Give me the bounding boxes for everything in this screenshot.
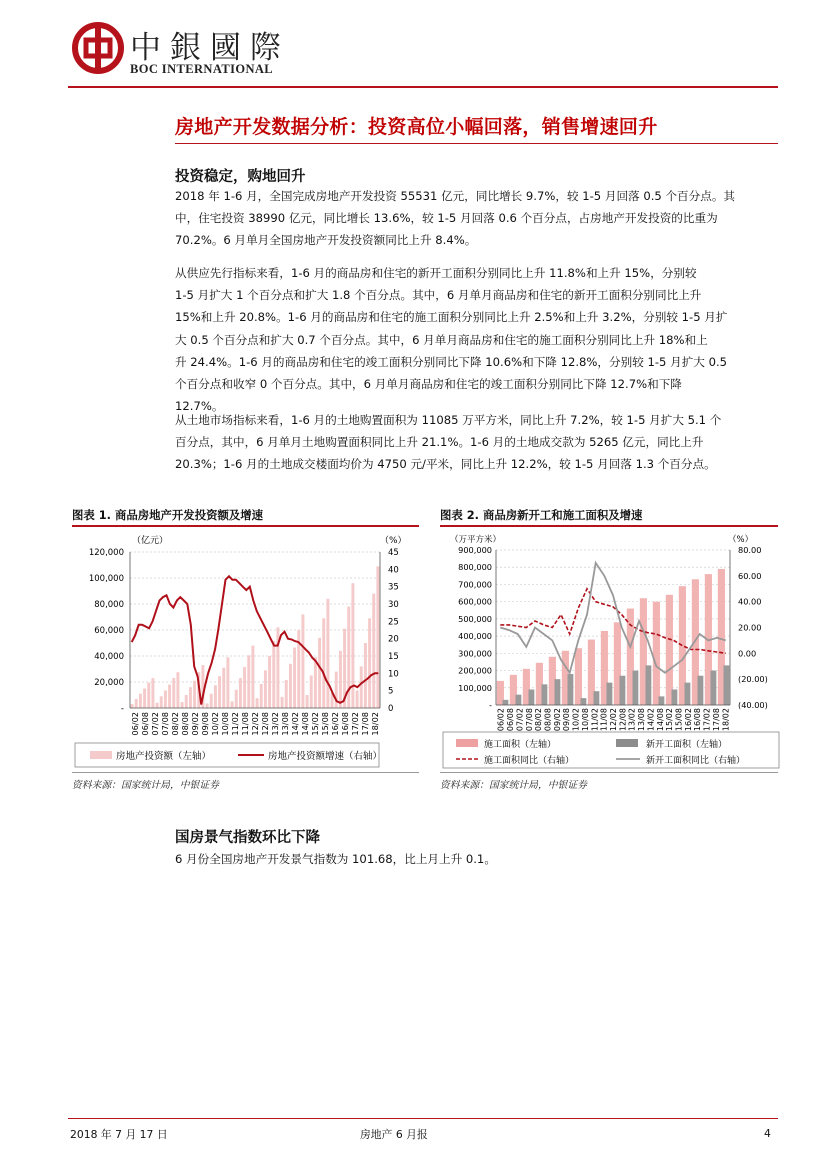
investment-bar xyxy=(151,678,154,708)
new-start-area-bar xyxy=(633,671,639,705)
x-axis-tick: 16/08 xyxy=(693,708,703,732)
new-start-area-bar xyxy=(516,695,522,705)
x-axis-tick: 10/02 xyxy=(571,708,581,732)
investment-bar xyxy=(293,648,296,708)
construction-area-bar xyxy=(666,595,673,705)
x-axis-tick: 13/02 xyxy=(270,712,280,736)
investment-bar xyxy=(239,678,242,708)
x-axis-tick: 10/08 xyxy=(580,708,590,732)
investment-bar xyxy=(285,680,288,708)
construction-area-bar xyxy=(653,602,660,705)
x-axis-tick: 13/08 xyxy=(280,712,290,736)
investment-bar xyxy=(226,657,229,708)
x-axis-tick: 08/08 xyxy=(180,712,190,736)
investment-bar xyxy=(160,696,163,708)
left-axis-tick: 800,000 xyxy=(458,562,492,573)
paragraph-land: 从土地市场指标来看，1-6 月的土地购置面积为 11085 万平方米，同比上升 7.2%，较 1-5 月扩大 5.1 个 百分点，其中，6 月单月土地购置面积同比上升 21.1%。1-6 月的土地成交款为 5265 亿元，同比上升 20.3%；1-6 月的土地成交楼面均价为 4750 元/平米，同比上升 12.2%，较 1-5 月回落 1.3 个百分点。 xyxy=(175,413,722,472)
right-axis-tick: 0.00 xyxy=(738,648,757,659)
chart1 xyxy=(72,530,422,770)
x-axis-tick: 06/02 xyxy=(130,712,140,736)
right-axis-tick: 35 xyxy=(388,582,399,593)
x-axis-tick: 14/02 xyxy=(646,708,656,732)
right-axis-tick: 5 xyxy=(388,686,394,697)
investment-bar xyxy=(339,651,342,708)
x-axis-tick: 16/02 xyxy=(330,712,340,736)
x-axis-tick: 16/02 xyxy=(683,708,693,732)
x-axis-tick: 09/08 xyxy=(562,708,572,732)
x-axis-tick: 12/08 xyxy=(260,712,270,736)
investment-bar xyxy=(231,702,234,709)
right-axis-tick: 45 xyxy=(388,548,399,558)
x-axis-tick: 11/08 xyxy=(599,708,609,732)
x-axis-tick: 18/02 xyxy=(721,708,731,732)
figure2-title: 图表 2. 商品房新开工和施工面积及增速 xyxy=(440,508,643,522)
x-axis-tick: 12/02 xyxy=(609,708,618,732)
footer-report-name: 房地产 6 月报 xyxy=(360,1128,428,1141)
investment-bar xyxy=(318,638,321,708)
paragraph-climate-index: 6 月份全国房地产开发景气指数为 101.68，比上月上升 0.1。 xyxy=(175,852,496,866)
investment-bar xyxy=(156,703,159,708)
x-axis-tick: 14/08 xyxy=(300,712,310,736)
investment-bar xyxy=(176,672,179,708)
left-axis-tick: 40,000 xyxy=(94,652,124,662)
x-axis-tick: 15/08 xyxy=(320,712,330,736)
investment-bar xyxy=(164,690,167,708)
right-axis-tick: 0 xyxy=(388,704,394,714)
investment-bar xyxy=(260,684,263,708)
legend-swatch-construction xyxy=(456,739,478,747)
right-axis-tick: 80.00 xyxy=(738,545,762,555)
new-start-area-bar xyxy=(724,665,730,705)
section-heading-climate-index: 国房景气指数环比下降 xyxy=(175,829,320,846)
x-axis-tick: 15/08 xyxy=(674,708,684,732)
chart1-legend xyxy=(75,743,382,767)
investment-bar xyxy=(368,618,371,708)
x-axis-tick: 06/02 xyxy=(496,708,506,732)
right-axis-tick: 20 xyxy=(388,634,399,645)
x-axis-tick: 17/08 xyxy=(360,712,370,736)
chart2 xyxy=(440,530,785,770)
investment-bar xyxy=(172,678,175,708)
investment-bar xyxy=(247,655,250,708)
figure1-rule xyxy=(72,525,419,527)
left-axis-tick: 60,000 xyxy=(94,626,124,636)
paragraph-investment: 2018 年 1-6 月，全国完成房地产开发投资 55531 亿元，同比增长 9.7%，较 1-5 月回落 0.5 个百分点。其 中，住宅投资 38990 亿元，同比增长 13.6%，较 1-5 月回落 0.6 个百分点，占房地产开发投资的比重为 70.2%。6 月单月全国房地产开发投资额同比上升 8.4%。 xyxy=(175,189,736,248)
section-heading-investment: 投资稳定，购地回升 xyxy=(175,168,306,185)
x-axis-tick: 08/02 xyxy=(534,708,544,732)
left-axis-tick: 400,000 xyxy=(458,631,492,642)
left-axis-tick: 20,000 xyxy=(94,678,124,688)
x-axis-tick: 07/02 xyxy=(515,708,525,732)
x-axis-tick: 12/08 xyxy=(618,708,628,732)
investment-bar xyxy=(360,666,363,708)
figure2-source: 资料来源：国家统计局，中银证券 xyxy=(440,780,587,791)
left-axis-tick: 600,000 xyxy=(458,596,492,607)
legend-swatch-new-start xyxy=(616,739,638,747)
construction-area-bar xyxy=(575,648,582,705)
investment-bar xyxy=(143,689,146,709)
new-start-area-bar xyxy=(594,691,600,705)
new-start-area-bar xyxy=(685,683,691,705)
investment-bar xyxy=(206,703,209,708)
investment-bar xyxy=(351,583,354,708)
investment-bar xyxy=(306,695,309,708)
new-start-area-bar xyxy=(542,684,548,705)
x-axis-tick: 08/08 xyxy=(543,708,553,732)
left-axis-tick: 80,000 xyxy=(94,600,124,610)
investment-bar xyxy=(264,670,267,708)
chart1-right-axis-unit: （%） xyxy=(380,536,407,546)
right-axis-tick: (40.00) xyxy=(738,700,768,710)
new-start-area-bar xyxy=(555,679,561,705)
investment-bar xyxy=(147,683,150,708)
legend-label-growth: 房地产投资额增速（右轴） xyxy=(268,751,383,762)
new-start-area-bar xyxy=(620,676,626,705)
legend-label-new-start: 新开工面积（左轴） xyxy=(646,740,728,750)
investment-bar xyxy=(289,664,292,708)
x-axis-tick: 14/08 xyxy=(655,708,665,732)
right-axis-tick: 25 xyxy=(388,617,399,628)
x-axis-tick: 18/02 xyxy=(370,712,380,736)
new-start-area-bar xyxy=(659,696,665,705)
investment-bar xyxy=(235,690,238,708)
investment-bar xyxy=(322,618,325,708)
investment-bar xyxy=(189,687,192,708)
x-axis-tick: 07/08 xyxy=(524,708,534,732)
x-axis-tick: 10/08 xyxy=(220,712,230,736)
x-axis-tick: 11/02 xyxy=(590,708,600,732)
new-start-area-bar xyxy=(646,665,652,705)
x-axis-tick: 15/02 xyxy=(665,708,675,732)
right-axis-tick: 40 xyxy=(388,565,399,576)
x-axis-tick: 09/08 xyxy=(200,712,210,736)
figure2-bottom-rule xyxy=(440,772,778,773)
x-axis-tick: 07/02 xyxy=(150,712,160,736)
x-axis-tick: 17/08 xyxy=(711,708,721,732)
x-axis-tick: 17/02 xyxy=(350,712,360,736)
right-axis-tick: 30 xyxy=(388,600,399,610)
investment-bar xyxy=(214,685,217,708)
new-start-area-bar xyxy=(672,690,678,706)
title-rule xyxy=(175,143,778,144)
figure1-title: 图表 1. 商品房地产开发投资额及增速 xyxy=(72,508,264,522)
figure1-bottom-rule xyxy=(72,772,419,773)
legend-label-new-start-yoy: 新开工面积同比（右轴） xyxy=(646,756,746,766)
investment-bar xyxy=(210,694,213,708)
new-start-area-bar xyxy=(607,683,613,705)
investment-bar xyxy=(193,681,196,708)
investment-bar xyxy=(268,656,271,708)
new-start-area-bar xyxy=(581,698,587,705)
investment-bar xyxy=(314,657,317,708)
paragraph-supply: 从供应先行指标来看，1-6 月的商品房和住宅的新开工面积分别同比上升 11.8%和上升 15%，分别较 1-5 月扩大 1 个百分点和扩大 1.8 个百分点。其中，6 月单月商品房和住宅的新开工面积分别同比上升 15%和上升 20.8%。1-6 月的商品房和住宅的施工面积分别同比上升 2.5%和上升 3.2%，分别较 1-5 月扩 大 0.5 个百分点和扩大 0.7 个百分点。其中，6 月单月商品房和住宅的施工面积分别同比上升 18%和上 升 24.4%。1-6 月的商品房和住宅的竣工面积分别同比下降 10.6%和下降 12.8%，分别较 1-5 月扩大 0.5 个百分点和收窄 0 个百分点。其中，6 月单月商品房和住宅的竣工面积分别同比下降 12.7%和下降 12.7%。 xyxy=(175,266,728,414)
left-axis-tick: 200,000 xyxy=(458,665,492,676)
new-start-area-bar xyxy=(529,690,535,706)
left-axis-tick: 700,000 xyxy=(458,579,492,590)
x-axis-tick: 09/02 xyxy=(190,712,200,736)
investment-bar xyxy=(222,668,225,708)
logo-chinese: 中銀國際 xyxy=(130,30,290,66)
boc-logo-icon xyxy=(72,22,124,74)
figure1-source: 资料来源：国家统计局，中银证券 xyxy=(72,780,219,791)
right-axis-tick: 40.00 xyxy=(738,596,762,607)
investment-bar xyxy=(281,697,284,708)
x-axis-tick: 13/02 xyxy=(627,708,637,732)
chart2-right-axis-unit: （%） xyxy=(728,535,754,545)
x-axis-tick: 14/02 xyxy=(290,712,300,736)
legend-swatch-investment xyxy=(90,751,112,759)
investment-bar xyxy=(364,643,367,708)
left-axis-tick: - xyxy=(489,700,492,710)
left-axis-tick: 500,000 xyxy=(458,613,492,624)
right-axis-tick: 10 xyxy=(388,669,399,680)
investment-bar xyxy=(243,667,246,708)
investment-bar xyxy=(168,685,171,708)
right-axis-tick: 20.00 xyxy=(738,622,762,633)
right-axis-tick: 15 xyxy=(388,652,399,662)
header-rule xyxy=(68,86,778,88)
page-title: 房地产开发数据分析：投资高位小幅回落，销售增速回升 xyxy=(175,116,658,138)
right-axis-tick: 60.00 xyxy=(738,570,762,581)
investment-bar xyxy=(218,676,221,708)
chart2-legend xyxy=(443,732,779,768)
investment-bar xyxy=(272,641,275,708)
x-axis-tick: 17/02 xyxy=(702,708,712,732)
investment-bar xyxy=(326,599,329,708)
right-axis-tick: (20.00) xyxy=(738,674,768,685)
new-start-area-bar xyxy=(711,671,717,705)
legend-label-construction: 施工面积（左轴） xyxy=(484,740,557,750)
x-axis-tick: 06/08 xyxy=(506,708,516,732)
x-axis-tick: 07/08 xyxy=(160,712,170,736)
investment-bar xyxy=(181,702,184,708)
x-axis-tick: 09/02 xyxy=(552,708,562,732)
x-axis-tick: 16/08 xyxy=(340,712,350,736)
legend-label-investment: 房地产投资额（左轴） xyxy=(116,751,212,762)
x-axis-tick: 13/08 xyxy=(637,708,647,732)
new-start-area-bar xyxy=(698,676,704,705)
investment-bar xyxy=(139,694,142,708)
x-axis-tick: 10/02 xyxy=(210,712,220,736)
investment-bar xyxy=(372,594,375,708)
figure2-rule xyxy=(440,525,778,527)
x-axis-tick: 06/08 xyxy=(140,712,150,736)
left-axis-tick: - xyxy=(120,704,124,714)
investment-bar xyxy=(256,698,259,708)
left-axis-tick: 100,000 xyxy=(458,682,492,693)
new-start-area-bar xyxy=(503,700,509,705)
chart2-left-axis-unit: （万平方米） xyxy=(450,535,502,545)
investment-bar xyxy=(310,676,313,709)
chart1-left-axis-unit: （亿元） xyxy=(132,536,169,546)
footer-page-number: 4 xyxy=(764,1127,771,1140)
left-axis-tick: 300,000 xyxy=(458,648,492,659)
investment-bar xyxy=(376,566,379,708)
left-axis-tick: 100,000 xyxy=(88,574,124,584)
investment-bar xyxy=(251,646,254,708)
x-axis-tick: 15/02 xyxy=(310,712,320,736)
logo-english: BOC INTERNATIONAL xyxy=(130,62,274,76)
x-axis-tick: 12/02 xyxy=(250,712,260,736)
footer-rule xyxy=(68,1118,778,1119)
investment-bar xyxy=(135,699,138,708)
investment-bar xyxy=(301,614,304,708)
legend-label-construction-yoy: 施工面积同比（右轴） xyxy=(484,756,575,766)
new-start-area-bar xyxy=(568,674,574,705)
x-axis-tick: 08/02 xyxy=(170,712,180,736)
investment-bar xyxy=(185,695,188,708)
investment-bar xyxy=(131,704,134,708)
left-axis-tick: 120,000 xyxy=(88,548,124,558)
x-axis-tick: 11/02 xyxy=(230,712,240,736)
left-axis-tick: 900,000 xyxy=(458,545,492,555)
x-axis-tick: 11/08 xyxy=(240,712,250,736)
investment-bar xyxy=(356,690,359,708)
footer-date: 2018 年 7 月 17 日 xyxy=(70,1128,168,1141)
